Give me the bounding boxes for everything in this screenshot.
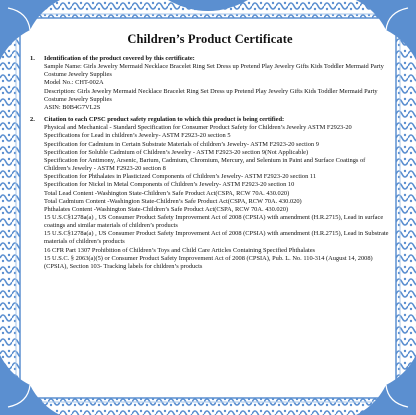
- section-line: Total Cadmium Content -Washington State-Children’s Safe Product Act(CSPA, RCW 70A. 430.020): [44, 197, 302, 205]
- section-line: Specification for Cadmium in Certain Substrate Materials of children’s Jewelry- ASTM F2923-20 section 9: [44, 140, 319, 148]
- section-line: Specification for Phthalates in Plasticized Components of Children’s Jewelry- ASTM F2923-20 section 11: [44, 173, 317, 181]
- certificate-title: Children’s Product Certificate: [127, 32, 293, 46]
- certificate-content: [30, 28, 390, 398]
- section-identification: [30, 55, 390, 112]
- section-regulations: [30, 116, 390, 271]
- section-line: ASIN: B0B4G7VL2S: [44, 103, 101, 111]
- section-line: 15 U.S.C§1278a(a) , US Consumer Product Safety Improvement Act of 2008 (CPSIA) with amendment (H.R.2715), Lead in surface coatings and similar materials of children’s products: [44, 213, 384, 230]
- section-line: Specification for Soluble Cadmium of Children’s Jewelry - ASTM F2923-20 section 9(Not Applicable): [44, 148, 309, 156]
- section-title: Citation to each CPSC product safety regulation to which this product is being certified:: [44, 116, 285, 124]
- section-number: 1.: [30, 55, 35, 62]
- section-title: Identification of the product covered by this certificate:: [44, 55, 195, 62]
- section-number: 2.: [30, 116, 35, 124]
- section-line: 15 U.S.C§1278a(a) , US Consumer Product Safety Improvement Act of 2008 (CPSIA) with amendment (H.R.2715), Lead in Substrate materials of children’s products: [44, 230, 389, 246]
- section-heading: [30, 116, 390, 124]
- section-line: 15 U.S.C. § 2063(a)(5) or Consumer Product Safety Improvement Act of 2008 (CPSIA), Pub. L. No. 110-314 (August 14, 2008) (CPSIA), Section 103- Tracking labels for children’s products: [44, 254, 373, 270]
- section-line: Physical and Mechanical - Standard Specification for Consumer Product Safety for Children’s Jewelry ASTM F2923-20: [44, 124, 352, 132]
- section-heading: [30, 55, 390, 63]
- section-line: Specifications for Lead in children’s Jewelry- ASTM F2923-20 section 5: [44, 132, 231, 140]
- section-line: Phthalates Content -Washington State-Children’s Safe Product Act(CSPA, RCW 70A. 430.020): [44, 205, 289, 213]
- section-line: 16 CFR Part 1307 Prohibition of Children’s Toys and Child Care Articles Containing Specified Phthalates: [44, 246, 316, 254]
- section-line: Total Lead Content -Washington State-Children’s Safe Product Act(CSPA, RCW 70A. 430.020): [44, 189, 290, 197]
- section-line: Specification for Nickel in Metal Components of Children’s Jewelry- ASTM F2923-20 section 10: [44, 181, 295, 189]
- section-line: Model No.: CHT-002A: [44, 79, 104, 87]
- section-line: Specification for Antimony, Arsenic, Barium, Cadmium, Chromium, Mercury, and Selenium in Paint and Surface Coatings of Children’s Jewelry - ASTM F2923-20 section 8: [44, 156, 366, 173]
- section-line: Description: Girls Jewelry Mermaid Necklace Bracelet Ring Set Dress up Pretend Play Jewelry Gifts Kids Toddler Mermaid Party Costume Jewelry Supplies: [44, 87, 378, 103]
- section-line: Sample Name: Girls Jewelry Mermaid Necklace Bracelet Ring Set Dress up Pretend Play Jewelry Gifts Kids Toddler Mermaid Party Costume Jewelry Supplies: [44, 63, 384, 79]
